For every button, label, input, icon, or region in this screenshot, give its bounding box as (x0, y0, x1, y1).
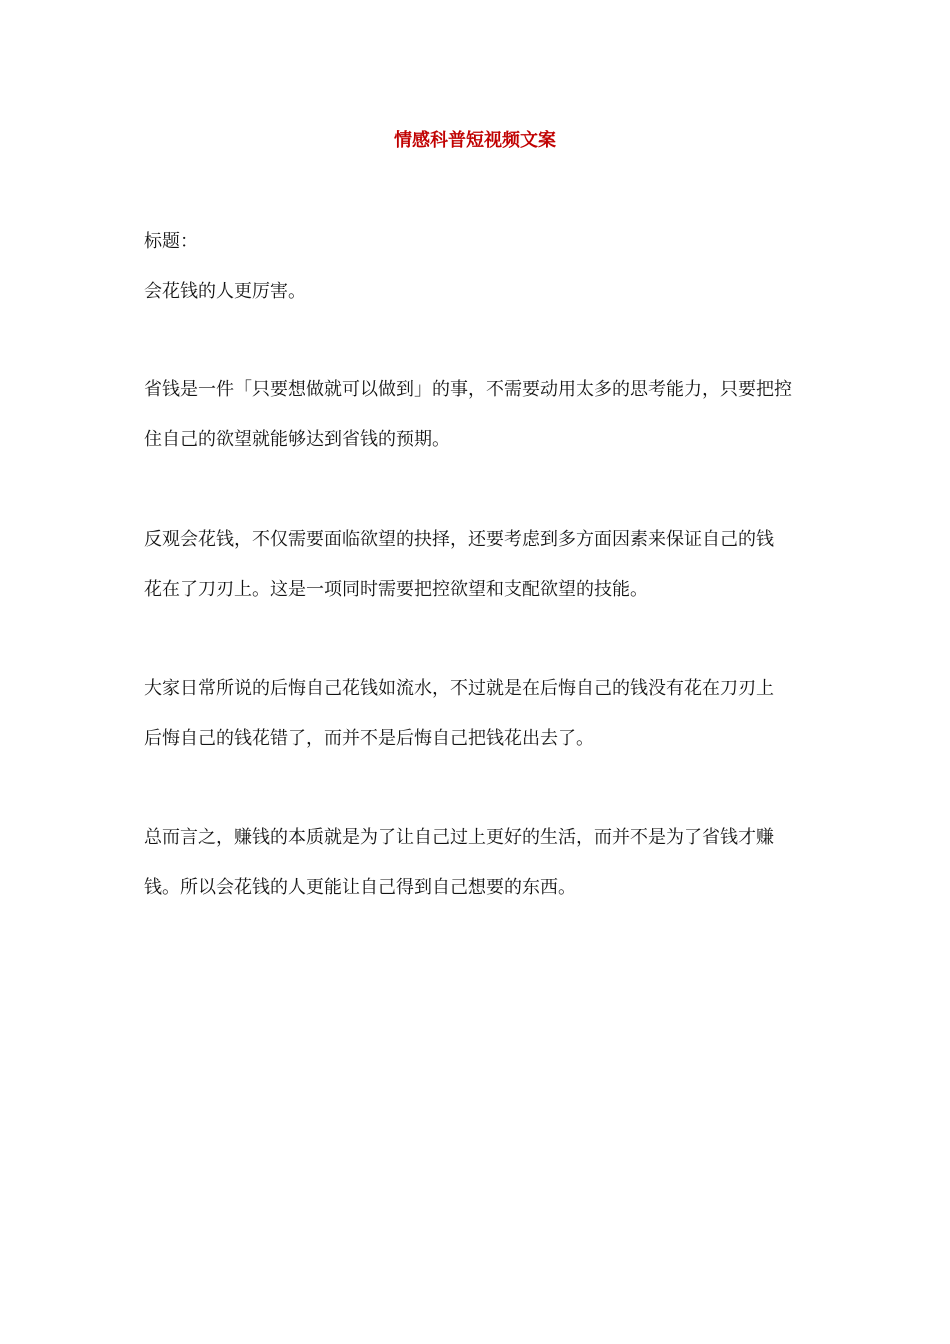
paragraph-line: 钱。所以会花钱的人更能让自己得到自己想要的东西。 (144, 877, 576, 898)
paragraph-line: 大家日常所说的后悔自己花钱如流水，不过就是在后悔自己的钱没有花在刀刃上 (144, 678, 774, 699)
paragraph-3 (144, 664, 812, 764)
paragraph-line: 省钱是一件「只要想做就可以做到」的事，不需要动用太多的思考能力，只要把控 (144, 379, 792, 400)
paragraph-line: 住自己的欲望就能够达到省钱的预期。 (144, 429, 450, 450)
paragraph-line: 反观会花钱，不仅需要面临欲望的抉择，还要考虑到多方面因素来保证自己的钱 (144, 529, 774, 550)
paragraph-1 (144, 365, 812, 465)
paragraph-4 (144, 813, 812, 913)
paragraph-2 (144, 515, 812, 615)
paragraph-line: 后悔自己的钱花错了，而并不是后悔自己把钱花出去了。 (144, 728, 594, 749)
heading-section (144, 217, 812, 317)
heading-text: 会花钱的人更厉害。 (144, 281, 306, 302)
paragraph-line: 总而言之，赚钱的本质就是为了让自己过上更好的生活，而并不是为了省钱才赚 (144, 827, 774, 848)
heading-label: 标题： (144, 231, 198, 252)
document-title: 情感科普短视频文案 (394, 130, 556, 151)
paragraph-line: 花在了刀刃上。这是一项同时需要把控欲望和支配欲望的技能。 (144, 579, 648, 600)
